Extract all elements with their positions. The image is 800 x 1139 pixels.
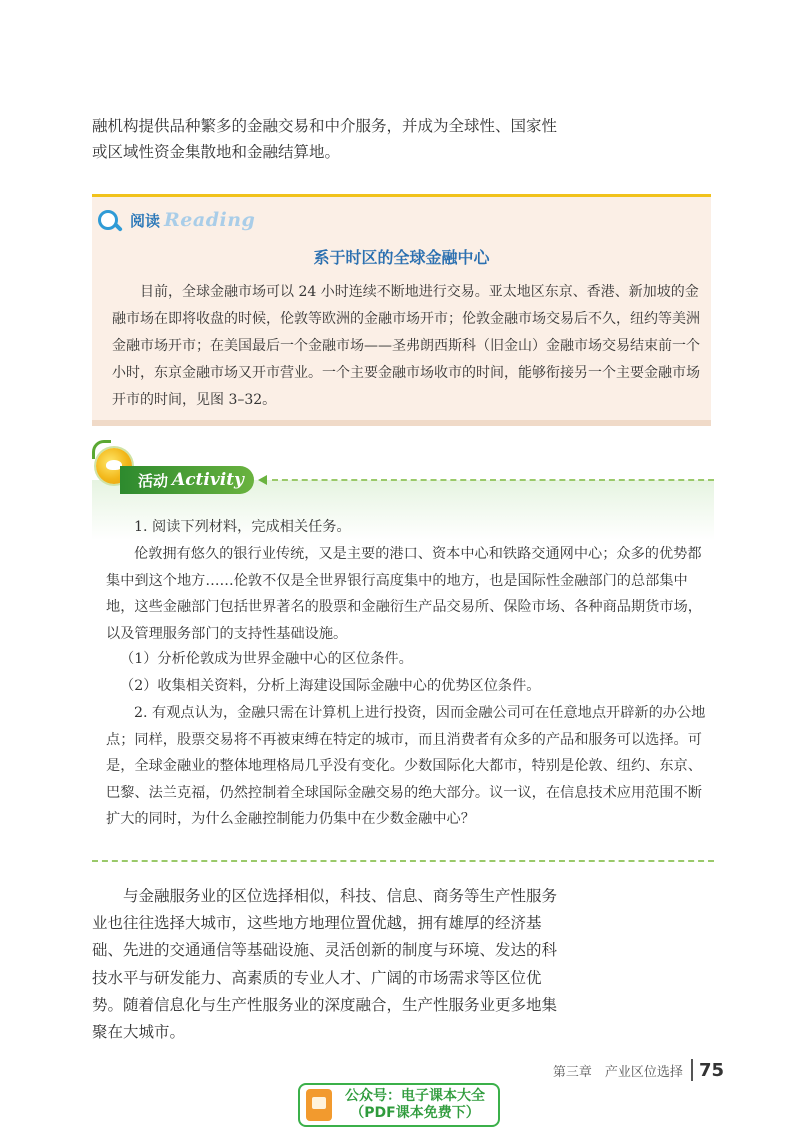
banner-text: [332, 1088, 498, 1122]
bottom-paragraph: 与金融服务业的区位选择相似，科技、信息、商务等生产性服务业也往往选择大城市，这些地方地理位置优越，拥有雄厚的经济基础、先进的交通通信等基础设施、灵活创新的制度与环境、发达的科技水平与研发能力、高素质的专业人才、广阔的市场需求等区位优势。随着信息化与生产性服务业的深度融合，生产性服务业更多地集聚在大城市。: [92, 887, 558, 1042]
activity-item1-material: 伦敦拥有悠久的银行业传统，又是主要的港口、资本中心和铁路交通网中心；众多的优势都集中到这个地方……伦敦不仅是全世界银行高度集中的地方，也是国际性金融部门的总部集中地，这些金融部门包括世界著名的股票和金融衍生产品交易所、保险市场、各种商品期货市场，以及管理服务部门的支持性基础设施。: [106, 546, 702, 642]
activity-item1-title: 1. 阅读下列材料，完成相关任务。: [134, 519, 351, 535]
footer-separator: [691, 1059, 693, 1081]
page-footer: [553, 1059, 724, 1081]
watermark-banner: [298, 1083, 500, 1127]
activity-label: 活动: [138, 471, 169, 490]
activity-tag: [120, 466, 254, 494]
activity-divider-bottom: [92, 860, 714, 862]
magnifier-icon: [92, 205, 128, 235]
reading-header: [92, 205, 255, 235]
arrow-left-icon: [258, 475, 267, 485]
reading-label-en: Reading: [164, 209, 256, 231]
activity-item2: 2. 有观点认为，金融只需在计算机上进行投资，因而金融公司可在任意地点开辟新的办公地点；同样，股票交易将不再被束缚在特定的城市，而且消费者有众多的产品和服务可以选择。可是，全球金融业的整体地理格局几乎没有变化。少数国际化大都市，特别是伦敦、纽约、东京、巴黎、法兰克福，仍然控制着全球国际金融交易的绝大部分。议一议，在信息技术应用范围不断扩大的同时，为什么金融控制能力仍集中在少数金融中心？: [106, 705, 706, 827]
activity-divider-top: [272, 479, 714, 481]
page-number: 75: [698, 1059, 724, 1081]
top-paragraph: 融机构提供品种繁多的金融交易和中介服务，并成为全球性、国家性或区域性资金集散地和金融结算地。: [92, 117, 558, 161]
activity-task2: （2）收集相关资料，分析上海建设国际金融中心的优势区位条件。: [120, 678, 541, 694]
book-logo-icon: [306, 1089, 332, 1121]
reading-body: 目前，全球金融市场可以 24 小时连续不断地进行交易。亚太地区东京、香港、新加坡的金融市场在即将收盘的时候，伦敦等欧洲的金融市场开市；伦敦金融市场交易后不久，纽约等美洲金融市场开市；在美国最后一个金融市场——圣弗朗西斯科（旧金山）金融市场交易结束前一个小时，东京金融市场又开市营业。一个主要金融市场收市的时间，能够衔接另一个主要金融市场开市的时间，见图 3–32。: [112, 284, 700, 408]
activity-label-en: Activity: [172, 470, 244, 490]
reading-title: 系于时区的全球金融中心: [313, 248, 490, 267]
reading-box: [92, 194, 711, 426]
banner-line1: 公众号：电子课本大全: [345, 1088, 485, 1104]
chapter-title: 第三章 产业区位选择: [552, 1064, 683, 1080]
banner-line2: （PDF课本免费下）: [350, 1105, 480, 1121]
activity-task1: （1）分析伦敦成为世界金融中心的区位条件。: [120, 651, 413, 667]
reading-label: 阅读: [130, 211, 161, 230]
